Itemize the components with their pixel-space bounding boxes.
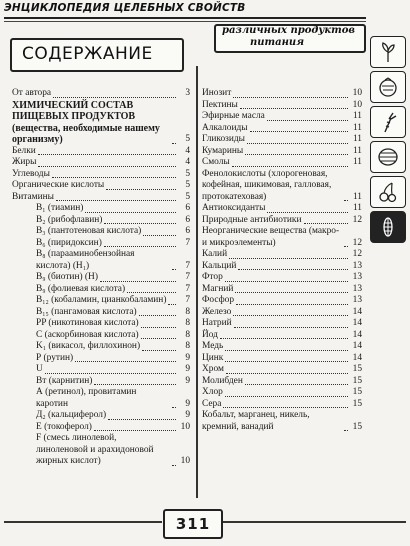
toc-leader-dots bbox=[141, 338, 176, 339]
toc-leader-dots bbox=[238, 269, 348, 270]
toc-page-number: 5 bbox=[185, 134, 190, 144]
toc-page-number: 14 bbox=[352, 306, 362, 317]
contents-heading: СОДЕРЖАНИЕ bbox=[22, 44, 153, 64]
toc-leader-dots bbox=[168, 304, 176, 305]
toc-leader-dots bbox=[104, 246, 176, 247]
toc-leader-dots bbox=[141, 327, 176, 328]
contents-heading-box bbox=[10, 38, 184, 72]
toc-entry[interactable] bbox=[12, 318, 190, 330]
toc-page-number: 4 bbox=[185, 145, 190, 156]
toc-leader-dots bbox=[127, 292, 176, 293]
sprout-icon bbox=[376, 40, 400, 64]
toc-entry-title: Фтор bbox=[202, 272, 223, 282]
toc-entry[interactable] bbox=[12, 284, 190, 296]
toc-leader-dots bbox=[223, 407, 348, 408]
toc-leader-dots bbox=[38, 154, 176, 155]
toc-page-number: 6 bbox=[185, 226, 190, 236]
toc-leader-dots bbox=[172, 465, 176, 466]
toc-leader-dots bbox=[245, 154, 348, 155]
toc-leader-dots bbox=[240, 108, 348, 109]
toc-page-number: 8 bbox=[185, 341, 190, 351]
toc-leader-dots bbox=[247, 143, 348, 144]
page-number-box bbox=[163, 509, 223, 539]
melon-icon bbox=[376, 145, 400, 169]
section-title-line2: питания bbox=[250, 37, 305, 48]
toc-leader-dots bbox=[104, 223, 176, 224]
toc-page-number: 15 bbox=[352, 387, 362, 397]
toc-page-number: 8 bbox=[185, 318, 190, 328]
side-tab-pomegranate[interactable] bbox=[370, 71, 406, 103]
toc-leader-dots bbox=[236, 304, 348, 305]
toc-leader-dots bbox=[225, 361, 348, 362]
toc-entry-title: B₁₂ (кобаламин, цианкобаламин) bbox=[36, 295, 167, 305]
toc-entry[interactable] bbox=[12, 146, 190, 158]
toc-entry-title: Кумарины bbox=[202, 145, 244, 156]
footer-rule-right bbox=[220, 521, 406, 523]
toc-entry[interactable] bbox=[12, 307, 190, 319]
toc-entry[interactable] bbox=[12, 100, 190, 146]
toc-leader-dots bbox=[100, 281, 176, 282]
toc-entry[interactable] bbox=[12, 330, 190, 342]
toc-entry-title: Витамины bbox=[12, 191, 54, 202]
toc-leader-dots bbox=[172, 407, 176, 408]
toc-entry[interactable] bbox=[202, 272, 362, 284]
contents-left-column bbox=[12, 88, 190, 468]
running-title: ЭНЦИКЛОПЕДИЯ ЦЕЛЕБНЫХ СВОЙСТВ bbox=[4, 2, 246, 14]
toc-entry[interactable] bbox=[202, 226, 362, 249]
toc-entry-title: B₂ (рибофлавин) bbox=[36, 214, 103, 225]
section-title-box bbox=[214, 24, 366, 53]
toc-leader-dots bbox=[38, 166, 176, 167]
toc-page-number: 13 bbox=[352, 272, 362, 282]
toc-leader-dots bbox=[344, 430, 348, 431]
toc-page-number: 14 bbox=[352, 318, 362, 328]
toc-entry-title: Кобальт, марганец, никель, кремний, ванадий bbox=[202, 410, 310, 432]
toc-page-number: 7 bbox=[185, 272, 190, 282]
contents-right-column bbox=[202, 88, 362, 433]
toc-entry[interactable] bbox=[12, 353, 190, 365]
toc-entry-title: Е (токоферол) bbox=[36, 421, 92, 432]
toc-entry-title: B₉ (биотин) (H) bbox=[36, 272, 98, 282]
toc-page-number: 13 bbox=[352, 283, 362, 294]
toc-page-number: 5 bbox=[185, 191, 190, 202]
toc-entry-title: F (смесь линолевой, линоленовой и арахидоновой жирных кислот) bbox=[36, 433, 154, 466]
toc-entry-title: Белки bbox=[12, 145, 36, 156]
toc-entry-title: А (ретинол), провитамин каротин bbox=[36, 387, 137, 409]
toc-entry[interactable] bbox=[202, 123, 362, 135]
toc-leader-dots bbox=[139, 315, 176, 316]
toc-page-number: 7 bbox=[185, 237, 190, 248]
toc-entry-title: Смолы bbox=[202, 157, 230, 167]
pomegranate-icon bbox=[376, 75, 400, 99]
toc-entry[interactable] bbox=[202, 111, 362, 123]
toc-entry[interactable] bbox=[202, 134, 362, 146]
toc-page-number: 6 bbox=[185, 203, 190, 213]
toc-leader-dots bbox=[225, 281, 348, 282]
toc-entry-title: Эфирные масла bbox=[202, 111, 265, 121]
side-tab-sprout[interactable] bbox=[370, 36, 406, 68]
toc-leader-dots bbox=[225, 396, 348, 397]
section-title bbox=[222, 25, 360, 49]
toc-leader-dots bbox=[344, 246, 348, 247]
toc-entry-title: B₆ (пиридоксин) bbox=[36, 237, 102, 248]
toc-page-number: 11 bbox=[352, 145, 362, 156]
toc-entry-title: Д₂ (кальциферол) bbox=[36, 410, 107, 420]
toc-page-number: 9 bbox=[185, 410, 190, 420]
toc-entry-title: PP (никотиновая кислота) bbox=[36, 318, 139, 328]
toc-entry[interactable] bbox=[12, 341, 190, 353]
toc-entry-title: Инозит bbox=[202, 88, 232, 98]
toc-entry-title: Гликозиды bbox=[202, 134, 245, 144]
side-tab-carrot[interactable] bbox=[370, 106, 406, 138]
toc-leader-dots bbox=[250, 131, 348, 132]
toc-entry-title: Медь bbox=[202, 341, 224, 351]
toc-page-number: 13 bbox=[352, 260, 362, 271]
toc-entry-title: Р (рутин) bbox=[36, 352, 74, 363]
toc-page-number: 15 bbox=[352, 421, 362, 432]
toc-page-number: 15 bbox=[352, 398, 362, 409]
toc-leader-dots bbox=[108, 419, 176, 420]
toc-entry[interactable] bbox=[12, 215, 190, 227]
toc-page-number: 10 bbox=[352, 88, 362, 98]
toc-entry[interactable] bbox=[202, 100, 362, 112]
cherry-icon bbox=[376, 180, 400, 204]
toc-entry-title: Хлор bbox=[202, 387, 223, 397]
toc-entry[interactable] bbox=[12, 364, 190, 376]
toc-entry[interactable] bbox=[202, 399, 362, 411]
toc-entry[interactable] bbox=[12, 387, 190, 410]
toc-leader-dots bbox=[226, 373, 348, 374]
toc-entry-title: Йод bbox=[202, 329, 218, 340]
toc-page-number: 5 bbox=[185, 180, 190, 190]
toc-leader-dots bbox=[234, 327, 348, 328]
toc-page-number: 14 bbox=[352, 352, 362, 363]
toc-page-number: 11 bbox=[352, 203, 362, 213]
toc-entry-title: Неорганические вещества (макро- и микроэлементы) bbox=[202, 226, 340, 248]
toc-entry-title: Углеводы bbox=[12, 168, 50, 179]
toc-entry-title: Молибден bbox=[202, 375, 243, 386]
toc-page-number: 13 bbox=[352, 295, 362, 305]
toc-page-number: 5 bbox=[185, 168, 190, 179]
toc-entry[interactable] bbox=[202, 387, 362, 399]
toc-leader-dots bbox=[229, 258, 348, 259]
toc-entry[interactable] bbox=[202, 284, 362, 296]
toc-leader-dots bbox=[172, 269, 176, 270]
toc-leader-dots bbox=[106, 189, 176, 190]
toc-leader-dots bbox=[267, 120, 348, 121]
section-title-line1: различных продуктов bbox=[222, 25, 355, 36]
toc-leader-dots bbox=[45, 373, 176, 374]
toc-entry-title: Магний bbox=[202, 283, 234, 294]
toc-leader-dots bbox=[172, 143, 176, 144]
toc-entry[interactable] bbox=[202, 376, 362, 388]
toc-page-number: 11 bbox=[352, 122, 362, 133]
toc-entry[interactable] bbox=[202, 215, 362, 227]
toc-entry[interactable] bbox=[202, 318, 362, 330]
toc-page-number: 10 bbox=[180, 456, 190, 466]
toc-entry[interactable] bbox=[202, 307, 362, 319]
toc-leader-dots bbox=[94, 430, 176, 431]
toc-entry-title: B₁₅ (пангамовая кислота) bbox=[36, 306, 137, 317]
toc-entry[interactable] bbox=[12, 226, 190, 238]
toc-leader-dots bbox=[85, 212, 176, 213]
toc-entry[interactable] bbox=[202, 261, 362, 273]
toc-entry-title: Сера bbox=[202, 398, 222, 409]
page-number: 311 bbox=[175, 515, 211, 533]
toc-entry[interactable] bbox=[12, 249, 190, 272]
toc-page-number: 7 bbox=[185, 295, 190, 305]
toc-leader-dots bbox=[94, 384, 176, 385]
toc-entry-title: B₃ (пантотеновая кислота) bbox=[36, 226, 142, 236]
toc-entry[interactable] bbox=[12, 180, 190, 192]
toc-leader-dots bbox=[233, 97, 348, 98]
toc-entry[interactable] bbox=[12, 192, 190, 204]
toc-entry-title: Органические кислоты bbox=[12, 180, 105, 190]
column-divider bbox=[196, 66, 198, 498]
toc-page-number: 15 bbox=[352, 375, 362, 386]
toc-entry[interactable] bbox=[202, 364, 362, 376]
toc-leader-dots bbox=[53, 97, 176, 98]
toc-entry-title: Цинк bbox=[202, 352, 224, 363]
toc-entry-title: Пектины bbox=[202, 99, 238, 110]
toc-entry[interactable] bbox=[12, 295, 190, 307]
toc-entry-title: Природные антибиотики bbox=[202, 214, 302, 225]
toc-entry[interactable] bbox=[12, 433, 190, 468]
toc-leader-dots bbox=[233, 315, 348, 316]
side-tab-melon[interactable] bbox=[370, 141, 406, 173]
side-thumb-tabs bbox=[368, 36, 406, 250]
toc-page-number: 4 bbox=[185, 157, 190, 167]
toc-leader-dots bbox=[232, 166, 348, 167]
toc-entry-title: K₁ (викасол, филлохинон) bbox=[36, 341, 141, 351]
toc-entry-title: Хром bbox=[202, 364, 224, 374]
toc-entry[interactable] bbox=[202, 249, 362, 261]
toc-entry-title: С (аскорбиновая кислота) bbox=[36, 329, 139, 340]
toc-leader-dots bbox=[75, 361, 176, 362]
toc-leader-dots bbox=[142, 350, 176, 351]
toc-entry-title: Вт (карнитин) bbox=[36, 375, 93, 386]
toc-entry[interactable] bbox=[202, 295, 362, 307]
toc-entry[interactable] bbox=[202, 410, 362, 433]
toc-entry[interactable] bbox=[12, 169, 190, 181]
toc-entry[interactable] bbox=[202, 203, 362, 215]
toc-entry-title: Калий bbox=[202, 249, 228, 259]
toc-entry-title: Антиоксиданты bbox=[202, 203, 266, 213]
toc-entry[interactable] bbox=[12, 203, 190, 215]
toc-entry-title: B₉ (фолиевая кислота) bbox=[36, 283, 126, 294]
toc-leader-dots bbox=[220, 338, 348, 339]
toc-page-number: 9 bbox=[185, 352, 190, 363]
toc-page-number: 12 bbox=[352, 237, 362, 248]
toc-page-number: 9 bbox=[185, 364, 190, 374]
toc-page-number: 9 bbox=[185, 398, 190, 409]
toc-page-number: 14 bbox=[352, 341, 362, 351]
toc-entry-title: Натрий bbox=[202, 318, 232, 328]
toc-page-number: 6 bbox=[185, 214, 190, 225]
toc-page-number: 12 bbox=[352, 214, 362, 225]
toc-entry[interactable] bbox=[12, 376, 190, 388]
toc-entry-title: От автора bbox=[12, 88, 52, 98]
toc-page-number: 3 bbox=[185, 88, 190, 98]
toc-entry[interactable] bbox=[12, 272, 190, 284]
toc-entry-title: Фенолокислоты (хлорогеновая, кофейная, шикимовая, галловая, протокатеховая) bbox=[202, 168, 332, 202]
toc-page-number: 8 bbox=[185, 306, 190, 317]
toc-page-number: 7 bbox=[185, 283, 190, 294]
toc-entry[interactable] bbox=[12, 410, 190, 422]
footer-rule-left bbox=[4, 521, 162, 523]
side-tab-cherry[interactable] bbox=[370, 176, 406, 208]
toc-entry-title: ХИМИЧЕСКИЙ СОСТАВ ПИЩЕВЫХ ПРОДУКТОВ (вещества, необходимые нашему организму) bbox=[12, 99, 160, 145]
carrot-icon bbox=[376, 110, 400, 134]
toc-entry-title: Железо bbox=[202, 306, 232, 317]
toc-entry[interactable] bbox=[202, 330, 362, 342]
toc-entry-title: Жиры bbox=[12, 157, 37, 167]
toc-entry-title: Алкалоиды bbox=[202, 122, 248, 133]
toc-entry[interactable] bbox=[202, 146, 362, 158]
toc-entry[interactable] bbox=[202, 353, 362, 365]
toc-entry-title: B₈ (парааминобензойная кислота) (H₁) bbox=[36, 249, 135, 271]
toc-leader-dots bbox=[143, 235, 176, 236]
toc-leader-dots bbox=[225, 350, 348, 351]
toc-page-number: 11 bbox=[352, 157, 362, 167]
toc-page-number: 10 bbox=[352, 99, 362, 110]
header-rule bbox=[4, 17, 366, 19]
toc-leader-dots bbox=[52, 177, 176, 178]
toc-entry[interactable] bbox=[12, 157, 190, 169]
toc-entry-title: U bbox=[36, 364, 43, 374]
side-tab-corn[interactable] bbox=[370, 211, 406, 243]
toc-leader-dots bbox=[344, 200, 348, 201]
toc-page-number: 9 bbox=[185, 375, 190, 386]
toc-page-number: 11 bbox=[352, 111, 362, 121]
toc-entry-title: Кальций bbox=[202, 260, 237, 271]
toc-leader-dots bbox=[245, 384, 348, 385]
toc-leader-dots bbox=[267, 212, 348, 213]
toc-page-number: 11 bbox=[352, 134, 362, 144]
toc-page-number: 10 bbox=[180, 421, 190, 432]
toc-entry[interactable] bbox=[202, 341, 362, 353]
toc-entry[interactable] bbox=[202, 157, 362, 169]
toc-page-number: 14 bbox=[352, 329, 362, 340]
toc-leader-dots bbox=[235, 292, 348, 293]
toc-page-number: 11 bbox=[352, 191, 362, 202]
toc-entry[interactable] bbox=[12, 422, 190, 434]
toc-leader-dots bbox=[304, 223, 349, 224]
toc-entry-title: B₁ (тиамин) bbox=[36, 203, 84, 213]
toc-page-number: 7 bbox=[185, 260, 190, 271]
toc-entry[interactable] bbox=[202, 88, 362, 100]
header-rule-thin bbox=[4, 21, 366, 22]
toc-entry[interactable] bbox=[202, 169, 362, 204]
toc-leader-dots bbox=[56, 200, 176, 201]
toc-entry[interactable] bbox=[12, 88, 190, 100]
toc-entry[interactable] bbox=[12, 238, 190, 250]
toc-entry-title: Фосфор bbox=[202, 295, 235, 305]
toc-page-number: 8 bbox=[185, 329, 190, 340]
toc-page-number: 15 bbox=[352, 364, 362, 374]
toc-page-number: 12 bbox=[352, 249, 362, 259]
corn-icon bbox=[376, 215, 400, 239]
